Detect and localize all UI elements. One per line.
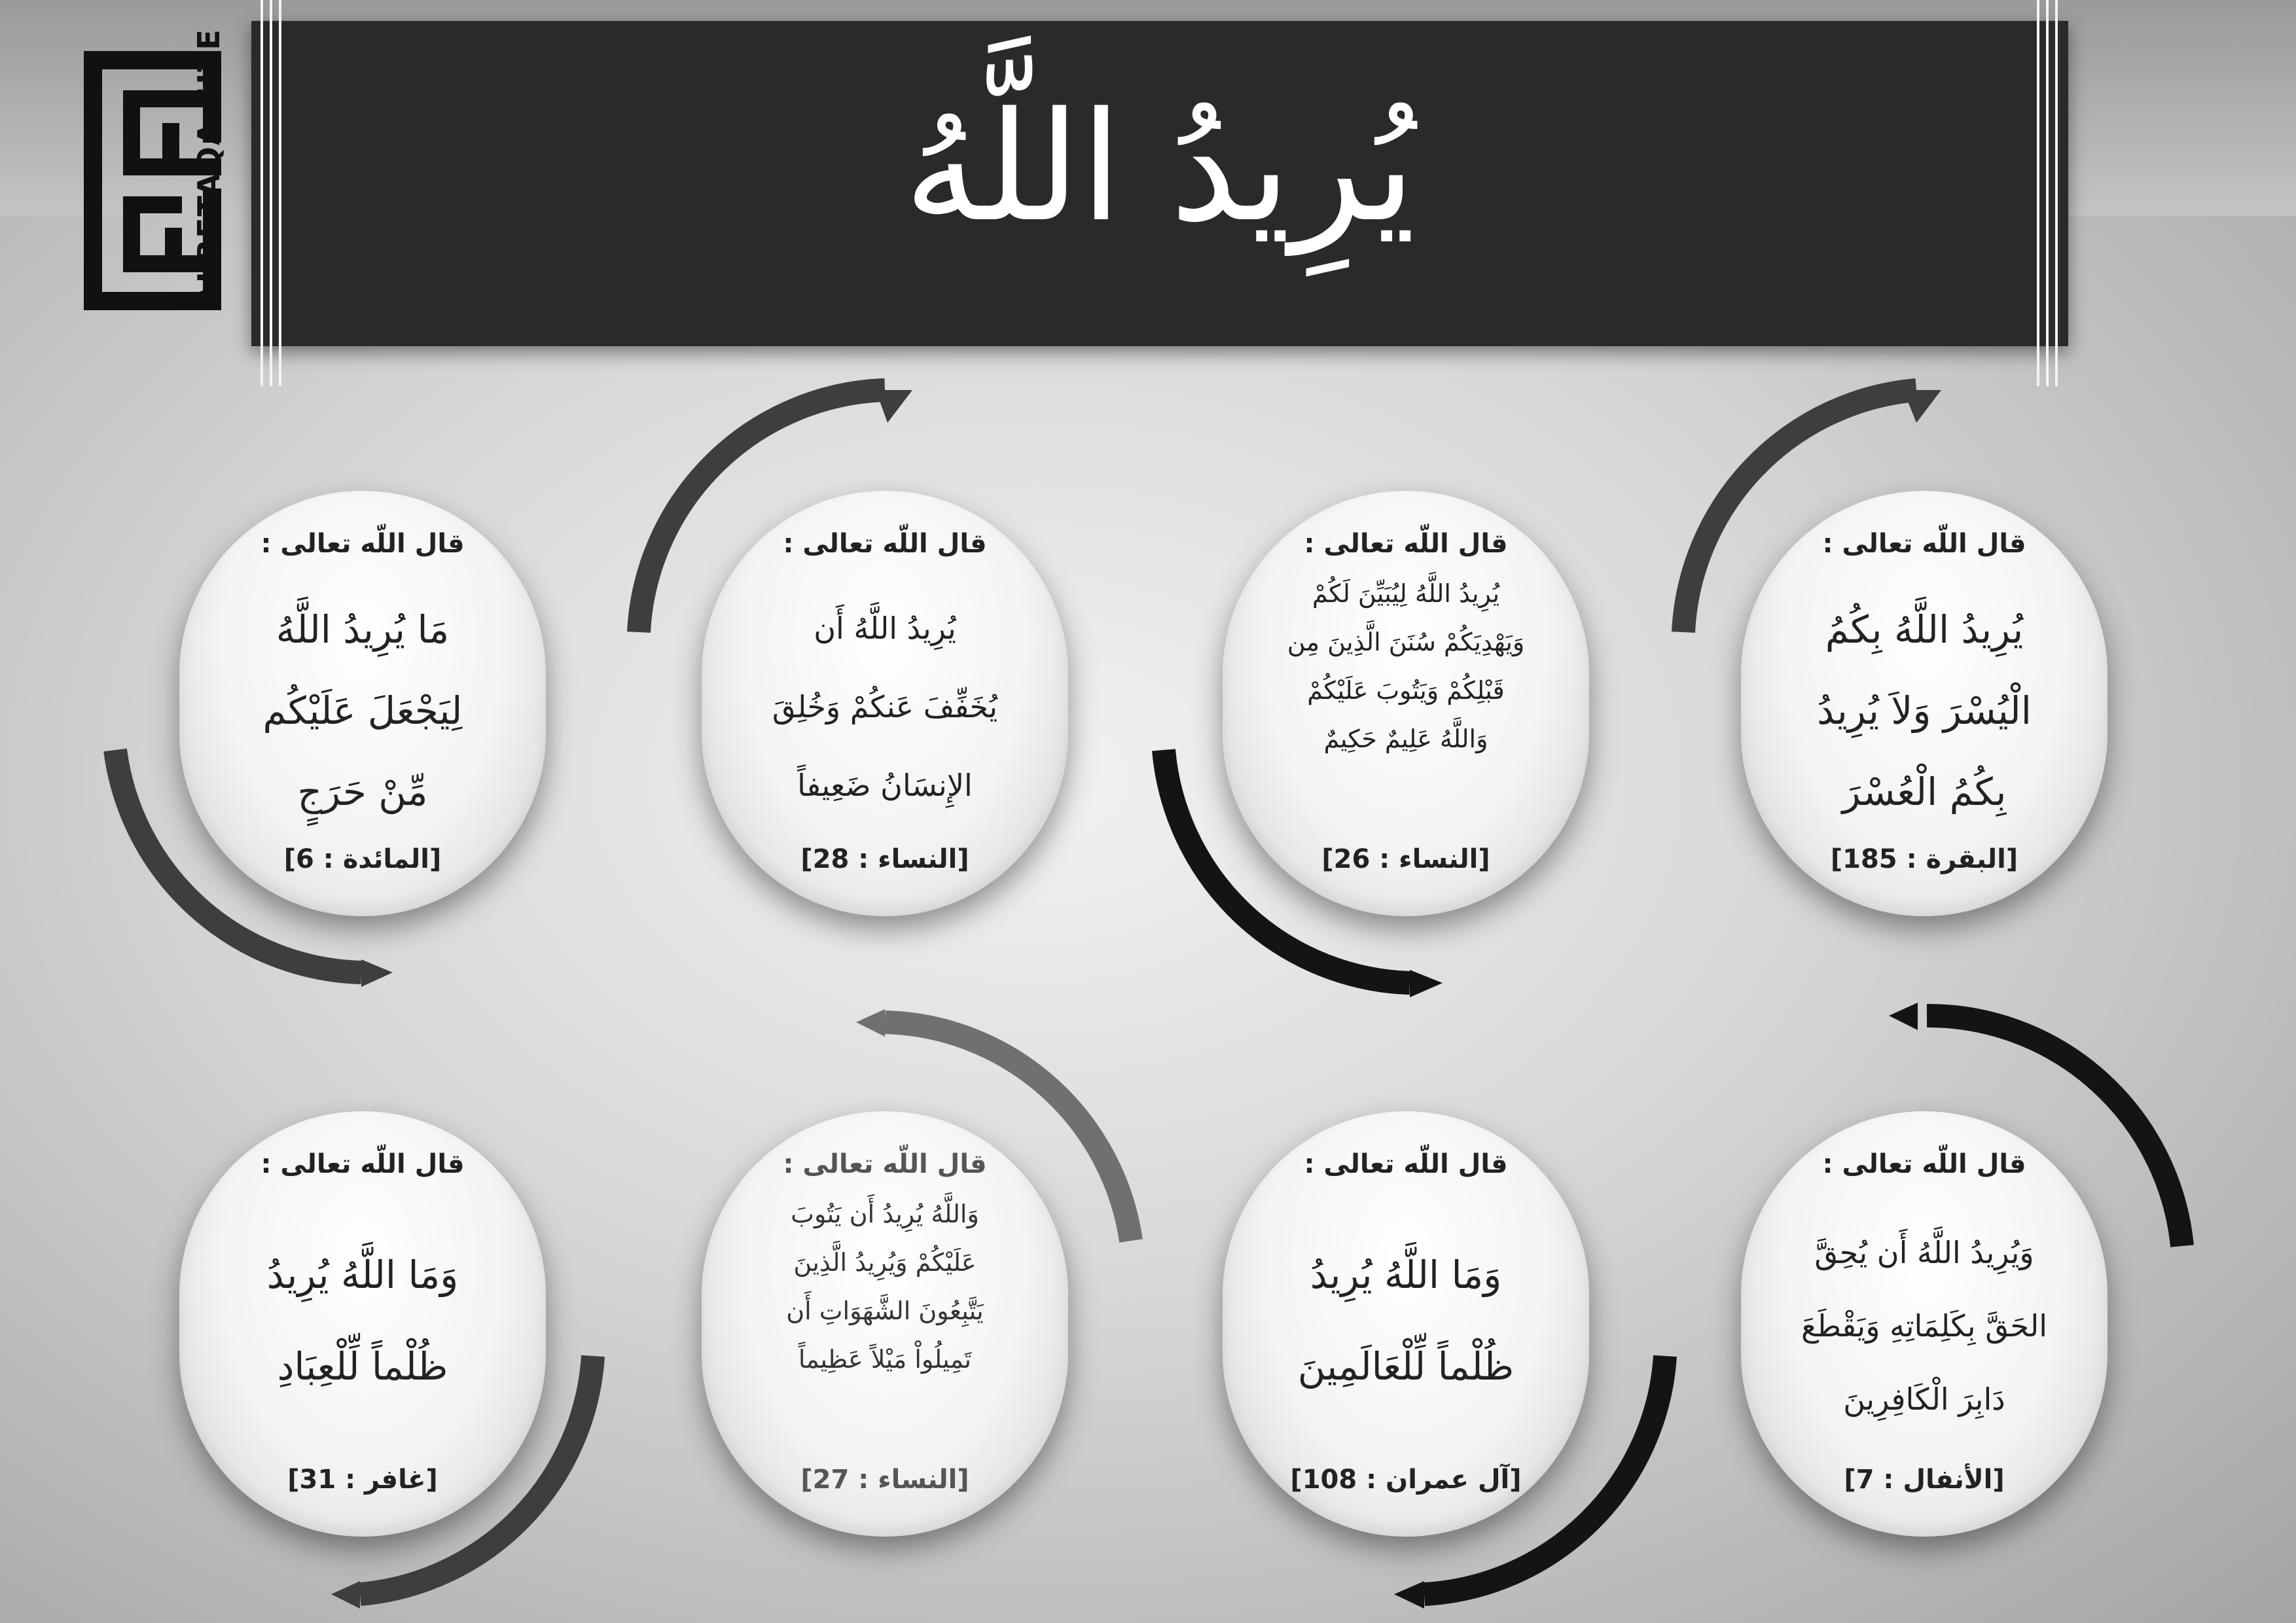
arc-tip bbox=[331, 1581, 360, 1609]
verse-reference: [النساء : 26] bbox=[1321, 844, 1490, 874]
verse-reference: [المائدة : 6] bbox=[283, 844, 442, 874]
verse-card-baqarah bbox=[1741, 491, 2108, 916]
verse-card-maidah bbox=[179, 491, 546, 916]
arc-tip bbox=[876, 390, 912, 423]
verse-card-anfal bbox=[1741, 1111, 2108, 1537]
logo-site-text: ALBETAQA.SITE bbox=[191, 28, 226, 308]
card-intro: قال اللّه تعالى : bbox=[1304, 1149, 1508, 1179]
verse-line: يُرِيدُ اللَّهُ بِكُمُ bbox=[1825, 607, 2024, 652]
verse-reference: [النساء : 27] bbox=[800, 1465, 969, 1495]
verse-line: وَيُرِيدُ اللَّهُ أَن يُحِقَّ bbox=[1814, 1235, 2034, 1270]
verse-line: الحَقَّ بِكَلِمَاتِهِ وَيَقْطَعَ bbox=[1801, 1308, 2048, 1344]
verse-card-nisa-26 bbox=[1223, 491, 1589, 916]
verse-text bbox=[721, 1190, 1049, 1383]
verse-line: وَمَا اللَّهُ يُرِيدُ bbox=[1310, 1253, 1502, 1297]
card-intro: قال اللّه تعالى : bbox=[783, 1149, 987, 1179]
verse-line: عَلَيْكُمْ وَيُرِيدُ الَّذِينَ bbox=[793, 1248, 977, 1277]
verse-line: وَيَهْدِيَكُمْ سُنَنَ الَّذِينَ مِن bbox=[1287, 628, 1525, 656]
verse-text bbox=[1761, 1216, 2088, 1436]
arc-tip bbox=[856, 1009, 885, 1037]
verse-line: ظُلْماً لِّلْعَالَمِينَ bbox=[1297, 1344, 1515, 1389]
verse-line: قَبْلِكُمْ وَيَتُوبَ عَلَيْكُمْ bbox=[1307, 676, 1505, 705]
arc-tip bbox=[1410, 970, 1443, 997]
verse-line: يُرِيدُ اللَّهُ لِيُبَيِّنَ لَكُمْ bbox=[1312, 579, 1500, 608]
verse-line: لِيَجْعَلَ عَلَيْكُم bbox=[262, 688, 463, 733]
verse-card-ghafir bbox=[179, 1111, 546, 1537]
verse-reference: [آل عمران : 108] bbox=[1290, 1465, 1522, 1495]
verse-line: مَا يُرِيدُ اللَّهُ bbox=[276, 607, 450, 652]
card-intro: قال اللّه تعالى : bbox=[1822, 529, 2026, 559]
card-intro: قال اللّه تعالى : bbox=[260, 1149, 465, 1179]
verse-line: ظُلْماً لِّلْعِبَادِ bbox=[277, 1344, 448, 1389]
verse-line: يُخَفِّفَ عَنكُمْ وَخُلِقَ bbox=[772, 689, 998, 724]
card-intro: قال اللّه تعالى : bbox=[1304, 529, 1508, 559]
arc-tip bbox=[1903, 390, 1941, 423]
verse-line: مِّنْ حَرَجٍ bbox=[297, 770, 428, 814]
verse-line: تَمِيلُواْ مَيْلاً عَظِيماً bbox=[798, 1345, 972, 1374]
verse-reference: [البقرة : 185] bbox=[1830, 844, 2018, 874]
verse-card-nisa-28 bbox=[702, 491, 1068, 916]
verse-line: وَمَا اللَّهُ يُرِيدُ bbox=[266, 1253, 459, 1297]
verse-text bbox=[199, 1229, 526, 1412]
card-intro: قال اللّه تعالى : bbox=[260, 529, 465, 559]
verse-text bbox=[1242, 1229, 1570, 1412]
verse-line: بِكُمُ الْعُسْرَ bbox=[1842, 770, 2007, 814]
verse-text bbox=[1761, 589, 2088, 832]
arc-tip bbox=[1889, 1003, 1918, 1030]
card-intro: قال اللّه تعالى : bbox=[783, 529, 987, 559]
verse-text bbox=[1242, 569, 1570, 763]
verse-card-nisa-27 bbox=[702, 1111, 1068, 1537]
verse-line: يَتَّبِعُونَ الشَّهَوَاتِ أَن bbox=[786, 1296, 984, 1325]
arc-tip bbox=[1394, 1581, 1424, 1609]
card-intro: قال اللّه تعالى : bbox=[1822, 1149, 2026, 1179]
arc-tip bbox=[361, 959, 393, 987]
verse-line: يُرِيدُ اللَّهُ أَن bbox=[814, 611, 956, 646]
verse-reference: [النساء : 28] bbox=[800, 844, 969, 874]
verse-line: وَاللَّهُ يُرِيدُ أَن يَتُوبَ bbox=[791, 1200, 979, 1228]
verse-text bbox=[199, 589, 526, 832]
verse-reference: [الأنفال : 7] bbox=[1844, 1465, 2005, 1495]
verse-line: دَابِرَ الْكَافِرِينَ bbox=[1843, 1382, 2005, 1417]
verse-text bbox=[721, 589, 1049, 825]
verse-line: وَاللَّهُ عَلِيمٌ حَكِيمٌ bbox=[1323, 724, 1488, 753]
verse-card-al-imran bbox=[1223, 1111, 1589, 1537]
verse-line: الإِنسَانُ ضَعِيفاً bbox=[797, 768, 973, 803]
verse-reference: [غافر : 31] bbox=[287, 1465, 438, 1495]
page-title: يُرِيدُ اللَّهُ bbox=[903, 80, 1416, 255]
verse-line: الْيُسْرَ وَلاَ يُرِيدُ bbox=[1817, 688, 2032, 733]
